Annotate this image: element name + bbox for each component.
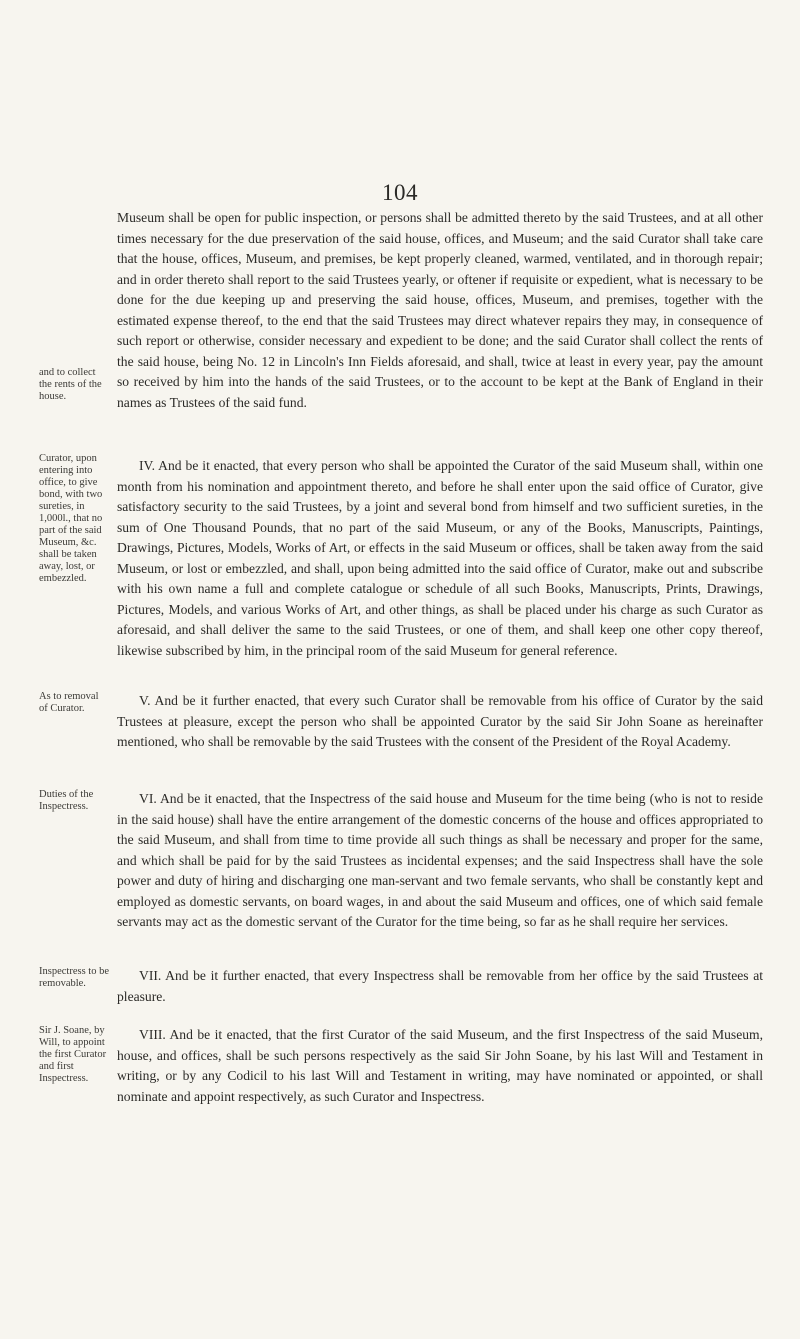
marginal-note-first-appointments: Sir J. Soane, by Will, to appoint the first Curator and first Inspectress. [39,1025,107,1084]
page-number: 104 [382,180,418,205]
marginal-note-inspectress-removable: Inspectress to be removable. [39,966,109,989]
marginal-note-removal-curator: As to removal of Curator. [39,691,99,714]
paragraph-continuation: Museum shall be open for public inspection, or persons shall be admitted thereto by the said Trustees, and at all other times necessary for the due preservation of the said house, offices, and Museum; and the said Curator shall take care that the house, offices, Museum, and premises, be kept properly cleaned, warmed, ventilated, and in thorough repair; and in order thereto shall report to the said Trustees yearly, or oftener if requisite or expedient, what is necessary to be done for the due keeping up and preserving the said house, offices, Museum, and premises, together with the estimated expense thereof, to the end that the said Trustees may direct whatever repairs they may, in consequence of such report or otherwise, consider necessary and expedient to be done; and the said Curator shall collect the rents of the said house, being No. 12 in Lincoln's Inn Fields aforesaid, and shall, twice at least in every year, pay the amount so received by him into the hands of the said Trustees, or to the account to be kept at the Bank of England in their names as Trustees of the said fund. [117,210,763,410]
section-viii: VIII. And be it enacted, that the first Curator of the said Museum, and the first Inspectress of the said Museum, house, and offices, shall be such persons respectively as the said Sir John Soane, by his last Will and Testament in writing, or by any Codicil to his last Will and Testament in writing, may have nominated or appointed, or shall nominate and appoint respectively, as such Curator and Inspectress. [117,1027,763,1104]
marginal-note-inspectress-duties: Duties of the Inspectress. [39,789,94,812]
section-vii: VII. And be it further enacted, that every Inspectress shall be removable from her office by the said Trustees at pleasure. [117,968,763,1004]
section-vi: VI. And be it enacted, that the Inspectress of the said house and Museum for the time being (who is not to reside in the said house) shall have the entire arrangement of the domestic concerns of the house and offices appropriated to the said Museum, and shall from time to time provide all such things as shall be necessary and proper for the same, and which shall be paid for by the said Trustees as incidental expenses; and the said Inspectress shall have the sole power and duty of hiring and discharging one man-servant and two female servants, who shall be constantly kept and employed as domestic servants, on board wages, in and about the said Museum and offices, one of which said female servants may act as the domestic servant of the Curator for the time being, so far as he shall require her services. [117,791,763,929]
marginal-note-curator-bond: Curator, upon entering into office, to give bond, with two sureties, in 1,000l., that no part of the said Museum, &c. shall be taken away, lost, or embezzled. [39,453,103,584]
marginal-note-rents: and to collect the rents of the house. [39,367,102,402]
section-v: V. And be it further enacted, that every such Curator shall be removable from his office of Curator by the said Trustees at pleasure, except the person who shall be appointed Curator by the said Sir John Soane as hereinafter mentioned, who shall be removable by the said Trustees with the consent of the President of the Royal Academy. [117,693,763,749]
section-iv: IV. And be it enacted, that every person who shall be appointed the Curator of the said Museum shall, within one month from his nomination and appointment thereto, and before he shall enter upon the said office of Curator, give satisfactory security to the said Trustees, by a joint and several bond from himself and two sufficient sureties, in the sum of One Thousand Pounds, that no part of the said Museum, or any of the Books, Manuscripts, Paintings, Drawings, Pictures, Models, Works of Art, or effects in the said Museum or offices, shall be taken away from the said Museum, or lost or embezzled, and shall, upon being admitted into the said office of Curator, make out and subscribe with his own name a full and complete catalogue or schedule of all such Books, Manuscripts, Prints, Drawings, Pictures, Models, and various Works of Art, and other things, as shall be placed under his charge as such Curator as aforesaid, and shall deliver the same to the said Trustees, or one of them, and shall keep one other copy thereof, likewise subscribed by him, in the principal room of the said Museum for general reference. [117,458,763,658]
